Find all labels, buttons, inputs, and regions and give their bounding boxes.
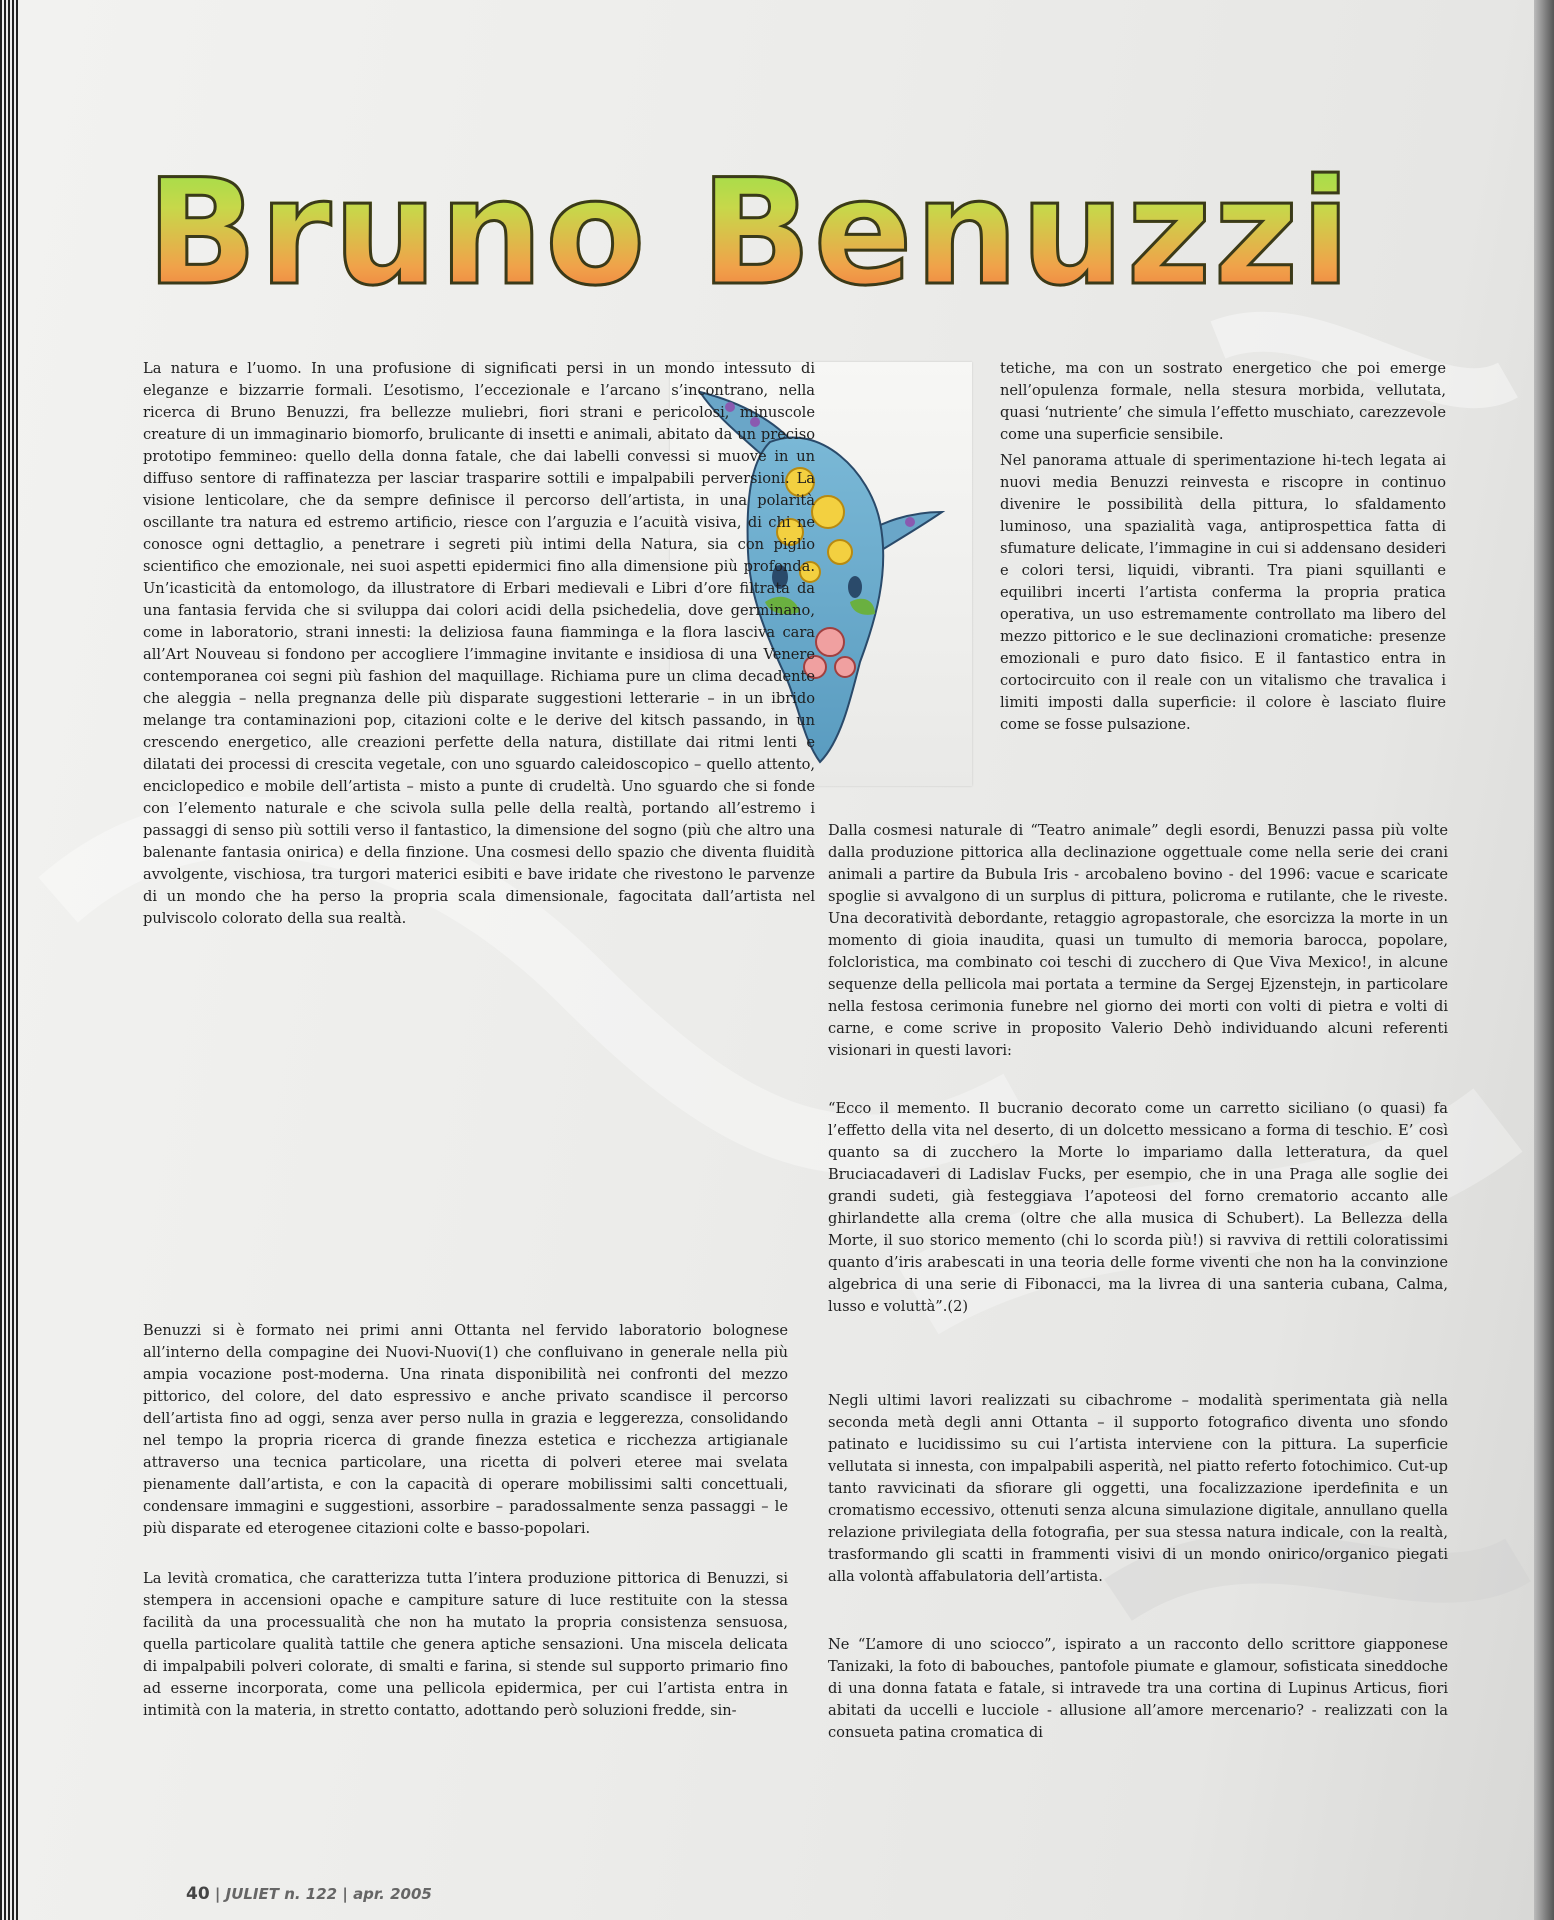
article-title: Bruno Benuzzi: [146, 148, 1506, 318]
left-paragraph-3: La levità cromatica, che caratterizza tutta l’intera produzione pittorica di Benuzzi, si stempera in accensioni opache e campiture sature di luce restituite con la stessa facilità da una processualità che non ha mutato la propria consistenza sensuosa, quella particolare qualità tattile che genera aptiche sensazioni. Una miscela delicata di impalpabili polveri colorate, di smalti e farina, si stende sul supporto primario fino ad esserne incorporata, come una pellicola epidermica, per cui l’artista entra in intimità con la materia, in stretto contatto, adottando però soluzioni fredde, sin-: [143, 1570, 788, 1719]
right-text-column: [1000, 358, 1446, 446]
right-paragraph-1: tetiche, ma con un sostrato energetico che poi emerge nell’opulenza formale, nella stesura morbida, vellutata, quasi ‘nutriente’ che simula l’effetto muschiato, carezzevole come una superficie sensibile.: [1000, 360, 1446, 443]
right-paragraph-4: “Ecco il memento. Il bucranio decorato come un carretto siciliano (o quasi) fa l’effetto della vita nel deserto, di un dolcetto messicano a forma di teschio. E’ così quanto sa di zucchero la Morte lo impariamo dalla letteratura, da quel Bruciacadaveri di Ladislav Fucks, per esempio, che in una Praga alle soglie dei grandi sudeti, già festeggiava l’apoteosi del forno crematorio accanto alle ghirlandette alla crema (oltre che alla musica di Schubert). La Bellezza della Morte, il suo storico memento (chi lo scorda più!) si ravviva di rettili coloratissimi quanto d’iris arabescati in una teoria delle forme viventi che non ha la convinzione algebrica di una serie di Fibonacci, ma la livrea di una santeria cubana, Calma, lusso e voluttà”.(2): [828, 1100, 1448, 1315]
magazine-page: [18, 0, 1534, 1920]
right-paragraph-5: Negli ultimi lavori realizzati su cibachrome – modalità sperimentata già nella seconda metà degli anni Ottanta – il supporto fotografico diventa uno sfondo patinato e lucidissimo su cui l’artista interviene con la pittura. La superficie vellutata si innesta, con impalpabili asperità, nel piatto referto fotochimico. Cut-up tanto ravvicinati da sfiorare gli oggetti, una focalizzazione iperdefinita e un cromatismo eccessivo, ottenuti senza alcuna simulazione digitale, annullano quella relazione privilegiata della fotografia, per sua stessa natura indicale, con la realtà, trasformando gli scatti in frammenti visivi di un mondo onirico/organico piegati alla volontà affabulatoria dell’artista.: [828, 1392, 1448, 1585]
magazine-issue: JULIET n. 122: [225, 1885, 338, 1903]
left-paragraph-2: Benuzzi si è formato nei primi anni Ottanta nel fervido laboratorio bolognese all’interno della compagine dei Nuovi-Nuovi(1) che confluivano in generale nella più ampia vocazione post-moderna. Una rinata disponibilità nei confronti del mezzo pittorico, del colore, del dato espressivo e anche privato scandisce il percorso dell’artista fino ad oggi, senza aver perso nulla in grazia e leggerezza, consolidando nel tempo la propria ricerca di grande finezza estetica e ricchezza artigianale attraverso una tecnica particolare, una ricetta di polveri eteree mai svelata pienamente dall’artista, e con la capacità di operare mobilissimi salti concettuali, condensare immagini e suggestioni, assorbire – paradossalmente senza passaggi – le più disparate ed eterogenee citazioni colte e basso-popolari.: [143, 1322, 788, 1537]
right-paragraph-3: Dalla cosmesi naturale di “Teatro animale” degli esordi, Benuzzi passa più volte dalla produzione pittorica alla declinazione oggettuale come nella serie dei crani animali a partire da Bubula Iris - arcobaleno bovino - del 1996: vacue e scaricate spoglie si avvalgono di un surplus di pittura, policroma e rutilante, che le riveste. Una decoratività debordante, retaggio agropastorale, che esorcizza la morte in un momento di gioia inaudita, quasi un tumulto di memoria barocca, popolare, folcloristica, ma combinato coi teschi di zucchero di Que Viva Mexico!, in alcune sequenze della pellicola mai portata a termine da Sergej Ejzenstejn, in particolare nella festosa cerimonia funebre nel giorno dei morti con volti di pietra e volti di carne, e come scrive in proposito Valerio Dehò individuando alcuni referenti visionari in questi lavori:: [828, 822, 1448, 1059]
page-number: 40: [186, 1884, 210, 1904]
footer-separator: |: [214, 1885, 226, 1903]
intro-paragraph: La natura e l’uomo. In una profusione di significati persi in un mondo intessuto di eleganze e bizzarrie formali. L’esotismo, l’eccezionale e l’arcano s’incontrano, nella ricerca di Bruno Benuzzi, fra bellezze muliebri, fiori strani e pericolosi, minuscole creature di un immaginario biomorfo, brulicante di insetti e animali, abitato da un preciso prototipo femmineo: quello della donna fatale, che dai labelli convessi si muove in un diffuso sentore di raffinatezza per lasciar trasparire sottili e impalpabili perversioni. La visione lenticolare, che da sempre definisce il percorso dell’artista, in una polarità oscillante tra natura ed estremo artificio, riesce con l’arguzia e l’acuità visiva, di chi ne conosce ogni dettaglio, a penetrare i segreti più intimi della Natura, sia con piglio scientifico che emozionale, nei suoi aspetti epidermici fino alla dimensione più profonda. Un’icasticità da entomologo, da illustratore di Erbari medievali e Libri d’ore filtrata da una fantasia fervida che si sviluppa dai colori acidi della psichedelia, dove germinano, come in laboratorio, strani innesti: la deliziosa fauna fiamminga e la flora lasciva cara all’Art Nouveau si fondono per accogliere l’immagine invitante e insidiosa di una Venere contemporanea coi segni più fashion del maquillage. Richiama pure un clima decadente che aleggia – nella pregnanza delle più disparate suggestioni letterarie – in un ibrido melange tra contaminazioni pop, citazioni colte e le derive del kitsch passando, in un crescendo energetico, alle creazioni perfette della natura, distillate dai ritmi lenti e dilatati dei processi di crescita vegetale, con uno sguardo caleidoscopico – quello attento, enciclopedico e mobile dell’artista – misto a punte di crudeltà. Uno sguardo che si fonde con l’elemento naturale e che scivola sulla pelle della realtà, portando all’estremo i passaggi di senso più sottili verso il fantastico, la dimensione del sogno (più che altro una balenante fantasia onirica) e della finzione. Una cosmesi dello spazio che diventa fluidità avvolgente, vischiosa, tra turgori materici esibiti e bave iridate che rivestono le parvenze di un mondo che ha perso la propria scala dimensionale, fagocitata dall’artista nel pulviscolo colorato della sua realtà.: [143, 360, 815, 927]
right-paragraph-6: Ne “L’amore di uno sciocco”, ispirato a un racconto dello scrittore giapponese Tanizaki, la foto di babouches, pantofole piumate e glamour, sofisticata sineddoche di una donna fatata e fatale, si intravede tra una cortina di Lupinus Articus, fiori abitati da uccelli e lucciole - allusione all’amore mercenario? - realizzati con la consueta patina cromatica di: [828, 1636, 1448, 1741]
page-footer: [186, 1884, 432, 1904]
page-edge-shadow: [1534, 0, 1554, 1920]
left-text-column: [143, 358, 815, 930]
binding-edge: [0, 0, 18, 1920]
right-paragraph-2: Nel panorama attuale di sperimentazione hi-tech legata ai nuovi media Benuzzi reinvesta e riscopre in continuo divenire le possibilità della pittura, lo sfaldamento luminoso, una spazialità vaga, antiprospettica fatta di sfumature delicate, l’immagine in cui si addensano desideri e colori tersi, liquidi, vibranti. Tra piani squillanti e equilibri incerti l’artista conferma la propria pratica operativa, un uso estremamente controllato ma libero del mezzo pittorico e le sue declinazioni cromatiche: presenze emozionali e puro dato fisico. E il fantastico entra in cortocircuito con il reale con un vitalismo che travalica i limiti imposti dalla superficie: il colore è lasciato fluire come se fosse pulsazione.: [1000, 452, 1446, 733]
footer-separator: |: [342, 1885, 354, 1903]
issue-date: apr. 2005: [353, 1885, 432, 1903]
